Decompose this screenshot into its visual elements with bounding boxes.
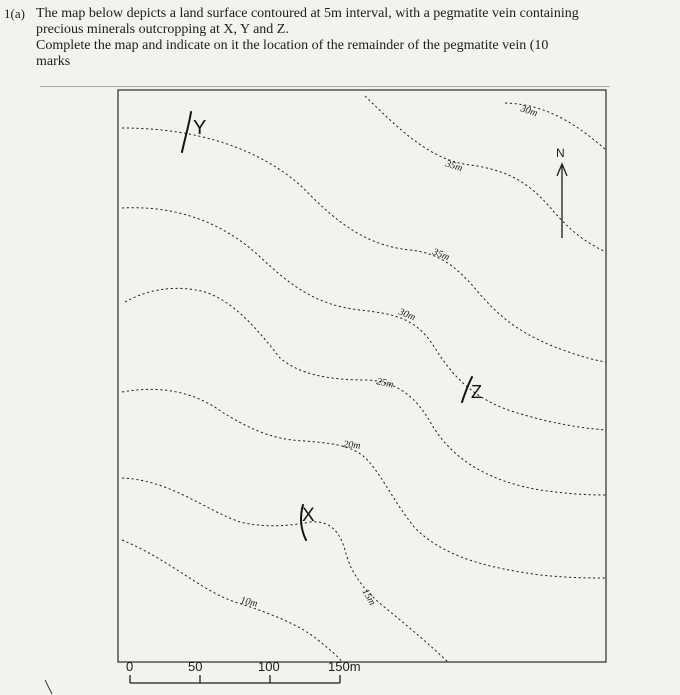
question-line-3: Complete the map and indicate on it the location of the remainder of the pegmatite vein (10	[36, 38, 549, 53]
question-line-1: The map below depicts a land surface contoured at 5m interval, with a pegmatite vein containing	[36, 6, 579, 21]
outcrop-y-label: Y	[193, 117, 207, 139]
contour-line	[365, 96, 606, 252]
contour-line	[122, 540, 342, 662]
contour-label-15m: 15m	[359, 587, 378, 608]
outcrop-z-label: Z	[471, 382, 482, 402]
outcrop-x	[301, 505, 315, 540]
scale-tick-label: 0	[126, 659, 134, 674]
outcrop-x-label: X	[302, 505, 315, 526]
outcrop-y	[182, 112, 206, 152]
contour-label-10m: 10m	[239, 595, 259, 610]
contour-line	[122, 478, 448, 662]
contour-label-25m: 25m	[375, 376, 395, 391]
scale-tick-label: 150m	[328, 659, 361, 674]
question-number: 1(a)	[4, 6, 25, 21]
north-arrow	[556, 146, 567, 238]
outcrop-z	[462, 377, 482, 402]
outcrop-y-strike-mark	[182, 112, 191, 152]
scale-tick-label: 50	[188, 659, 203, 674]
pencil-mark	[45, 680, 52, 694]
north-label: N	[556, 146, 565, 160]
contour-line	[122, 128, 606, 362]
contour-label-35m: 35m	[430, 246, 451, 264]
contour-label-30m: 30m	[396, 306, 417, 324]
question-line-2: precious minerals outcropping at X, Y and Z.	[36, 22, 289, 37]
contour-label-30m: 30m	[519, 103, 539, 120]
contour-label-20m: 20m	[342, 439, 361, 452]
scale-tick-label: 100	[258, 659, 280, 674]
contour-line	[122, 389, 606, 578]
map-frame	[118, 90, 606, 662]
contour-line	[125, 288, 606, 495]
contour-label-35m: 35m	[444, 158, 464, 175]
question-line-4: marks	[36, 54, 71, 69]
